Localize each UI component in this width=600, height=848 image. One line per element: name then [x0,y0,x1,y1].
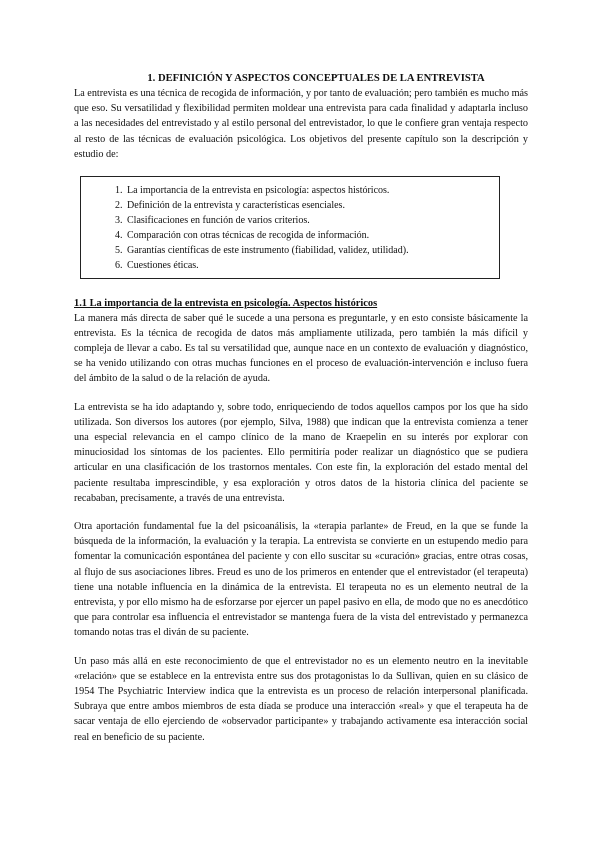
intro-paragraph: La entrevista es una técnica de recogida de información, y por tanto de evaluación; pero también es mucho más que eso. Su versatilidad y flexibilidad permiten moldear una entrevista para cada finalidad y adaptarla incluso a las necesidades del entrevistado y al estilo personal del entrevistador, lo que le confiere gran ventaja respecto al resto de las técnicas de evaluación psicológica. Los objetivos del presente capítulo son la descripción y estudio de: [74,88,529,160]
objective-item: 2. Definición de la entrevista y características esenciales. [125,198,499,213]
objectives-list [111,183,499,274]
section-heading: 1.1 La importancia de la entrevista en psicología. Aspectos históricos [74,297,378,309]
objective-item: 5. Garantías científicas de este instrumento (fiabilidad, validez, utilidad). [125,243,499,258]
objective-item: 1. La importancia de la entrevista en psicología: aspectos históricos. [125,183,499,198]
objectives-box [80,176,500,279]
objective-item: 6. Cuestiones éticas. [125,258,499,273]
objective-item: 3. Clasificaciones en función de varios criterios. [125,213,499,228]
body-paragraph: Otra aportación fundamental fue la del psicoanálisis, la «terapia parlante» de Freud, en la que se funde la búsqueda de la información, la evaluación y la terapia. La entrevista se convierte en un estupendo medio para fomentar la comunicación espontánea del paciente y con ello suscitar su «curación» gracias, entre otras cosas, al flujo de sus asociaciones libres. Freud es uno de los primeros en entender que el entrevistador (el terapeuta) tiene una notable influencia en la dinámica de la entrevista. El terapeuta no es un elemento neutral de la entrevista, y por ello mismo ha de esforzarse por ejercer un papel pasivo en ella, de modo que no es anecdótico que para controlar esa influencia el entrevistador se mantenga fuera de la vista del entrevistado y permanezca tomando notas tras el diván de su paciente. [74,521,528,639]
objective-item: 4. Comparación con otras técnicas de recogida de información. [125,228,499,243]
body-paragraph: Un paso más allá en este reconocimiento de que el entrevistador no es un elemento neutro en la inevitable «relación» que se establece en la entrevista entre sus dos protagonistas lo da Sullivan, quien en su clásico de 1954 The Psychiatric Interview indica que la entrevista es un proceso de relación interpersonal planificada. Subraya que entre ambos miembros de esta díada se produce una interacción «real» y que el terapeuta ha de sacar ventaja de ello ejerciendo de «observador participante» y trabajando activamente esa interacción social real en beneficio de su paciente. [74,655,528,743]
body-paragraph: La entrevista se ha ido adaptando y, sobre todo, enriqueciendo de todos aquellos campos por los que ha sido utilizada. Son diversos los autores (por ejemplo, Silva, 1988) que indican que la entrevista comienza a tener una especial relevancia en el campo clínico de la mano de Kraepelin en su interés por explorar con minuciosidad los síntomas de los pacientes. Ello permitiría poder realizar un diagnóstico que se pudiera articular en una clasificación de los trastornos mentales. Con este fin, la exploración del estado mental del paciente resultaba imprescindible, y esa exploración y otros datos de la historia clínica del paciente se recababan, precisamente, a través de una entrevista. [74,401,528,504]
document-title: 1. DEFINICIÓN Y ASPECTOS CONCEPTUALES DE LA ENTREVISTA [147,73,485,84]
body-paragraph: La manera más directa de saber qué le sucede a una persona es preguntarle, y en esto consiste básicamente la entrevista. Es la técnica de recogida de datos más ampliamente utilizada, pero también la más difícil y compleja de llevar a cabo. Es tal su versatilidad que, aunque nace en un contexto de evaluación y diagnóstico, se ha venido utilizando con otras muchas funciones en el proceso de evaluación-intervención e incluso fuera del ámbito de la salud o de la relación de ayuda. [74,312,528,385]
